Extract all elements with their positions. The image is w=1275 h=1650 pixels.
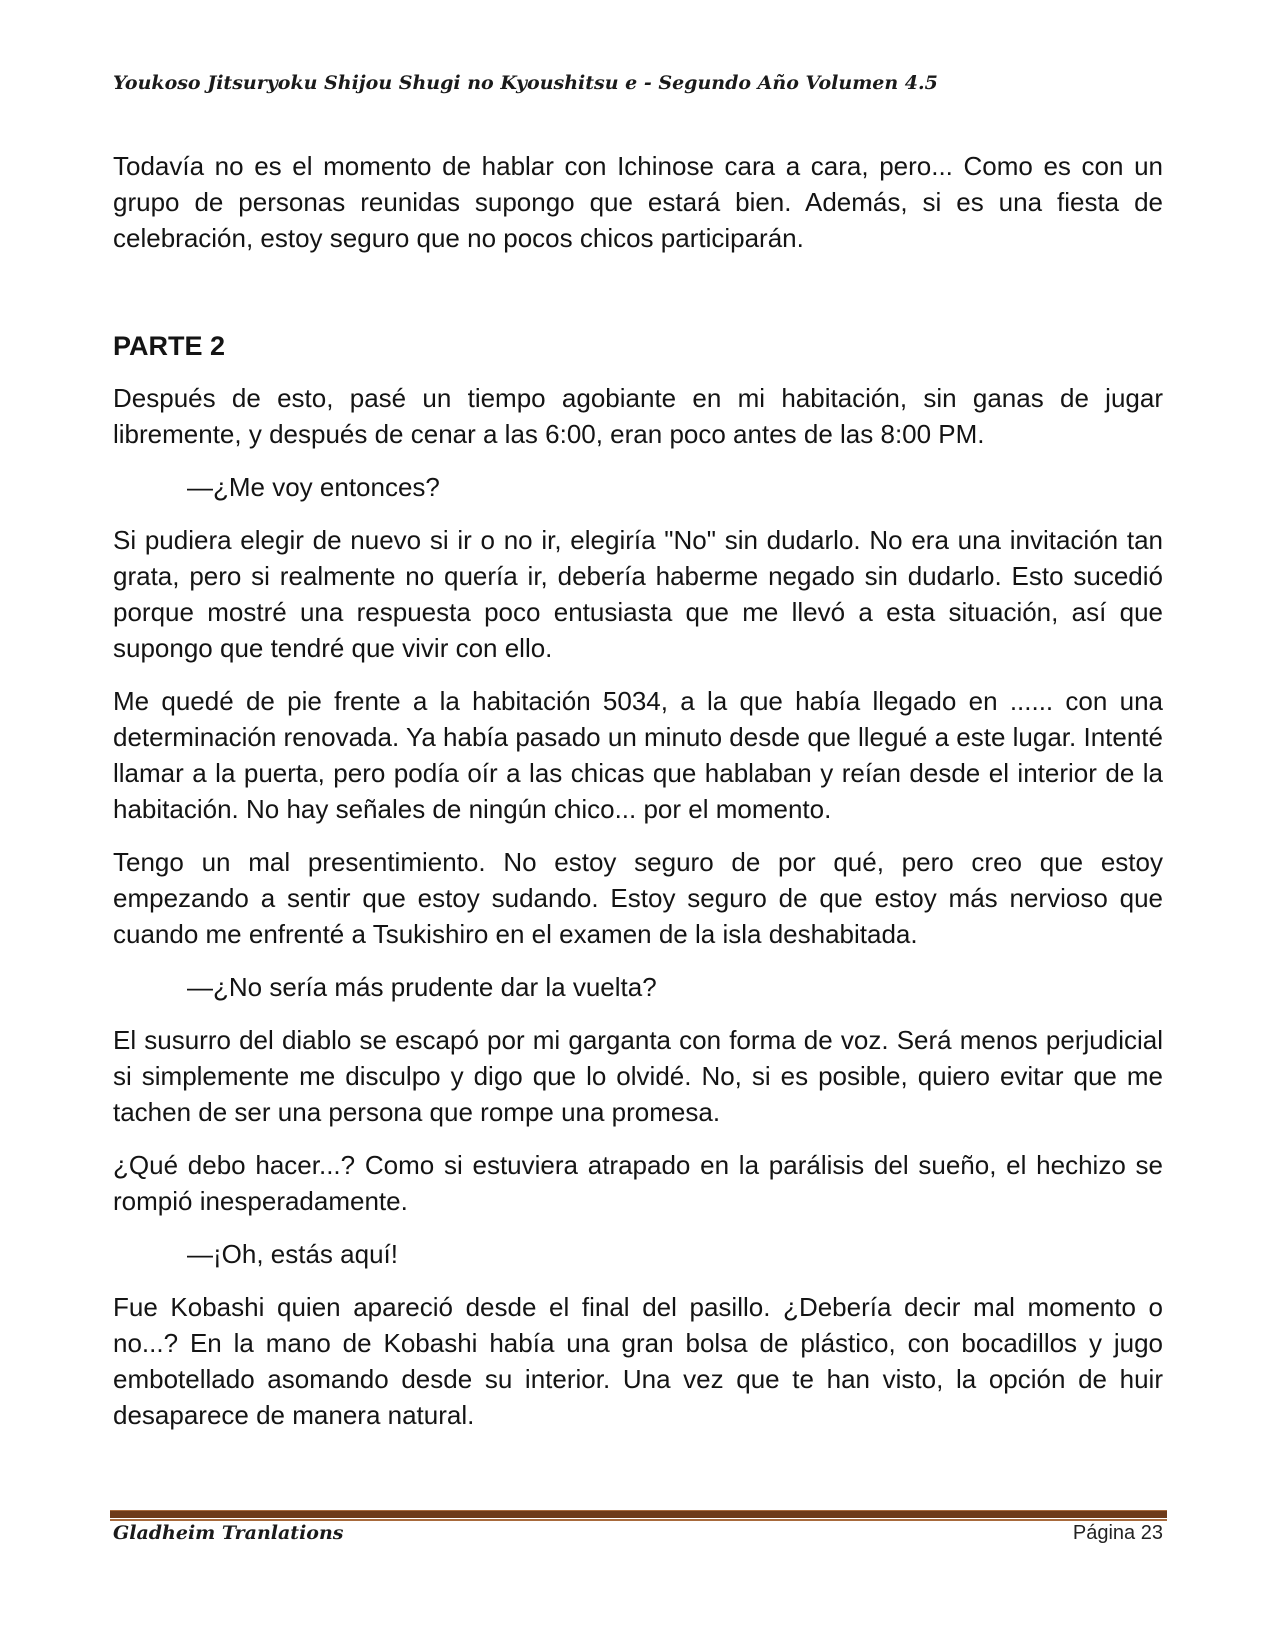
paragraph: Tengo un mal presentimiento. No estoy seguro de por qué, pero creo que estoy empezando a sentir que estoy sudando. Estoy seguro de que estoy más nervioso que cuando me enfrenté a Tsukishiro en el examen de la isla deshabitada. <box>113 847 1163 949</box>
dialog-line: —¿No sería más prudente dar la vuelta? <box>187 972 657 1002</box>
section-heading: PARTE 2 <box>113 331 226 361</box>
paragraph: Después de esto, pasé un tiempo agobiante en mi habitación, sin ganas de jugar libremente, y después de cenar a las 6:00, eran poco antes de las 8:00 PM. <box>113 383 1163 449</box>
dialog-line: —¡Oh, estás aquí! <box>187 1239 398 1269</box>
page-body <box>113 148 1163 1450</box>
page-indicator <box>1073 1522 1163 1545</box>
paragraph: El susurro del diablo se escapó por mi garganta con forma de voz. Será menos perjudicial si simplemente me disculpo y digo que lo olvidé. No, si es posible, quiero evitar que me tachen de ser una persona que rompe una promesa. <box>113 1025 1163 1127</box>
paragraph: ¿Qué debo hacer...? Como si estuviera atrapado en la parálisis del sueño, el hechizo se rompió inesperadamente. <box>113 1150 1163 1216</box>
dialog-line: —¿Me voy entonces? <box>187 472 440 502</box>
footer-divider <box>110 1510 1167 1518</box>
intro-paragraph: Todavía no es el momento de hablar con Ichinose cara a cara, pero... Como es con un grupo de personas reunidas supongo que estará bien. Además, si es una fiesta de celebración, estoy seguro que no pocos chicos participarán. <box>113 151 1163 253</box>
paragraph: Me quedé de pie frente a la habitación 5034, a la que había llegado en ...... con una determinación renovada. Ya había pasado un minuto desde que llegué a este lugar. Intenté llamar a la puerta, pero podía oír a las chicas que hablaban y reían desde el interior de la habitación. No hay señales de ningún chico... por el momento. <box>113 686 1163 824</box>
page-number: 23 <box>1140 1522 1163 1544</box>
paragraph: Si pudiera elegir de nuevo si ir o no ir, elegiría "No" sin dudarlo. No era una invitación tan grata, pero si realmente no quería ir, debería haberme negado sin dudarlo. Esto sucedió porque mostré una respuesta poco entusiasta que me llevó a esta situación, así que supongo que tendré que vivir con ello. <box>113 525 1163 663</box>
running-header: Youkoso Jitsuryoku Shijou Shugi no Kyoushitsu e - Segundo Año Volumen 4.5 <box>113 72 938 94</box>
page-label: Página <box>1072 1522 1136 1544</box>
paragraph: Fue Kobashi quien apareció desde el final del pasillo. ¿Debería decir mal momento o no...? En la mano de Kobashi había una gran bolsa de plástico, con bocadillos y jugo embotellado asomando desde su interior. Una vez que te han visto, la opción de huir desaparece de manera natural. <box>113 1292 1163 1430</box>
footer-divider-thin <box>110 1519 1167 1521</box>
footer-credit: Gladheim Tranlations <box>113 1522 344 1544</box>
